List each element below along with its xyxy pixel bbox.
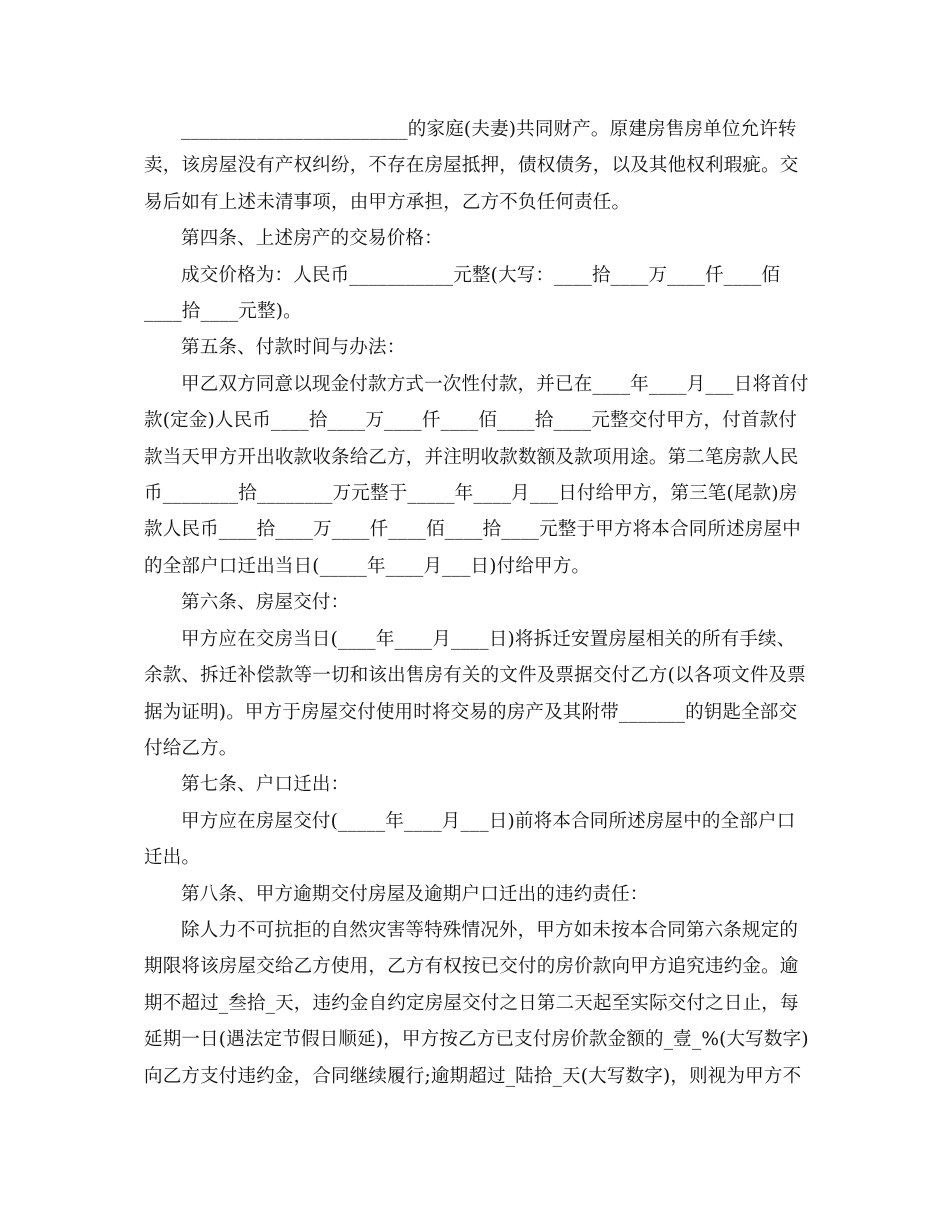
contract-paragraph (144, 585, 814, 621)
paragraph-line: 第七条、户口迁出： (181, 774, 350, 796)
contract-paragraph (144, 767, 814, 803)
paragraph-line: 向乙方支付违约金，合同继续履行;逾期超过_陆拾_天(大写数字)，则视为甲方不 (144, 1065, 802, 1087)
paragraph-line: 延期一日(遇法定节假日顺延)，甲方按乙方已支付房价款金额的_壹_%(大写数字) (144, 1029, 809, 1051)
paragraph-line: 期限将该房屋交给乙方使用，乙方有权按已交付的房价款向甲方追究违约金。逾 (144, 956, 799, 978)
paragraph-line: 的全部户口迁出当日(_____年____月___日)付给甲方。 (144, 555, 591, 577)
paragraph-line: 款人民币____拾____万____仟____佰____拾____元整于甲方将本合同所述房屋中 (144, 519, 801, 541)
contract-paragraph (144, 913, 814, 1095)
contract-paragraph (144, 804, 814, 877)
paragraph-line: 成交价格为：人民币___________元整(大写：____拾____万____仟____佰 (181, 264, 781, 286)
document-page (144, 112, 814, 1095)
paragraph-line: ________________________的家庭(夫妻)共同财产。原建房售房单位允许转 (181, 119, 797, 140)
paragraph-line: 付给乙方。 (144, 737, 238, 759)
paragraph-line: ____拾____元整)。 (144, 301, 302, 323)
contract-paragraph (144, 622, 814, 768)
paragraph-line: 据为证明)。甲方于房屋交付使用时将交易的房产及其附带_______的钥匙全部交 (144, 701, 798, 723)
contract-paragraph (144, 367, 814, 585)
contract-paragraph (144, 877, 814, 913)
paragraph-line: 款当天甲方开出收款收条给乙方，并注明收款数额及款项用途。第二笔房款人民 (144, 446, 799, 468)
paragraph-line: 第六条、房屋交付： (181, 592, 350, 614)
paragraph-line: 甲方应在房屋交付(_____年____月___日)前将本合同所述房屋中的全部户口 (181, 810, 796, 832)
paragraph-line: 卖，该房屋没有产权纠纷，不存在房屋抵押，债权债务，以及其他权利瑕疵。交 (144, 155, 799, 177)
paragraph-line: 币________拾________万元整于_____年____月___日付给甲方，第三笔(尾款)房 (144, 483, 798, 505)
paragraph-line: 除人力不可抗拒的自然灾害等特殊情况外，甲方如未按本合同第六条规定的 (181, 919, 799, 941)
paragraph-line: 迁出。 (144, 847, 201, 869)
paragraph-line: 期不超过_叁拾_天，违约金自约定房屋交付之日第二天起至实际交付之日止，每 (144, 992, 799, 1014)
contract-paragraph (144, 258, 814, 331)
contract-paragraph (144, 221, 814, 257)
paragraph-line: 款(定金)人民币____拾____万____仟____佰____拾____元整交付甲方，付首款付 (144, 410, 798, 432)
paragraph-line: 甲乙双方同意以现金付款方式一次性付款，并已在____年____月___日将首付 (181, 373, 809, 395)
paragraph-line: 易后如有上述未清事项，由甲方承担，乙方不负任何责任。 (144, 191, 631, 213)
paragraph-line: 甲方应在交房当日(____年____月____日)将拆迁安置房屋相关的所有手续、 (181, 628, 796, 650)
paragraph-line: 第五条、付款时间与办法： (181, 337, 406, 359)
contract-paragraph (144, 112, 814, 221)
paragraph-line: 余款、拆迁补偿款等一切和该出售房有关的文件及票据交付乙方(以各项文件及票 (144, 665, 806, 687)
paragraph-line: 第四条、上述房产的交易价格： (181, 228, 443, 250)
paragraph-line: 第八条、甲方逾期交付房屋及逾期户口迁出的违约责任： (181, 883, 649, 905)
contract-paragraph (144, 330, 814, 366)
